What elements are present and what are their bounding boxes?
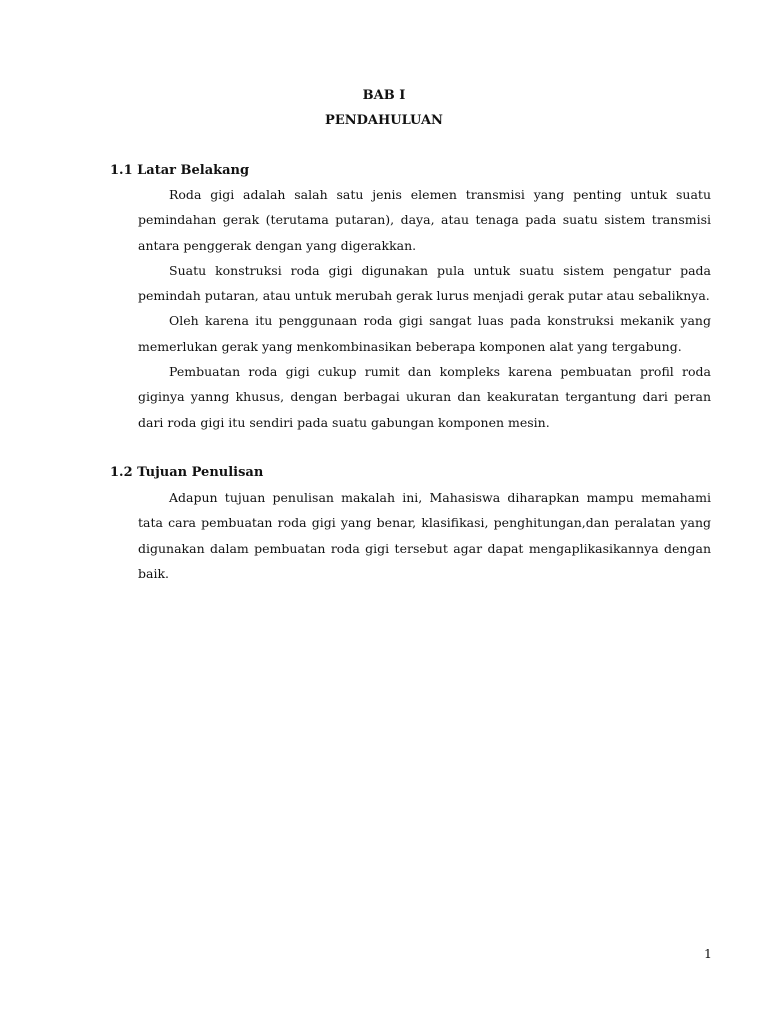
section-heading-latar-belakang: 1.1 Latar Belakang: [110, 163, 250, 178]
paragraph: Pembuatan roda gigi cukup rumit dan kompleks karena pembuatan profil roda giginya yanng khusus, dengan berbagai ukuran dan keakuratan tergantung dari peran dari roda gigi itu sendiri pada suatu gabungan komponen mesin.: [138, 364, 711, 430]
paragraph: Roda gigi adalah salah satu jenis elemen transmisi yang penting untuk suatu pemindahan gerak (terutama putaran), daya, atau tenaga pada suatu sistem transmisi antara penggerak dengan yang digerakkan.: [138, 187, 711, 253]
section-body-latar-belakang: [138, 182, 711, 435]
paragraph: Suatu konstruksi roda gigi digunakan pula untuk suatu sistem pengatur pada pemindah putaran, atau untuk merubah gerak lurus menjadi gerak putar atau sebaliknya.: [138, 262, 711, 304]
section-body-tujuan-penulisan: [138, 485, 711, 586]
section-heading-tujuan-penulisan: 1.2 Tujuan Penulisan: [110, 465, 264, 480]
chapter-number: BAB I: [362, 88, 406, 103]
paragraph: Adapun tujuan penulisan makalah ini, Mahasiswa diharapkan mampu memahami tata cara pembuatan roda gigi yang benar, klasifikasi, penghitungan,dan peralatan yang digunakan dalam pembuatan roda gigi tersebut agar dapat mengaplikasikannya dengan baik.: [138, 490, 711, 581]
paragraph: Oleh karena itu penggunaan roda gigi sangat luas pada konstruksi mekanik yang memerlukan gerak yang menkombinasikan beberapa komponen alat yang tergabung.: [138, 313, 711, 354]
chapter-title: PENDAHULUAN: [325, 113, 443, 128]
page-number: 1: [704, 946, 712, 961]
